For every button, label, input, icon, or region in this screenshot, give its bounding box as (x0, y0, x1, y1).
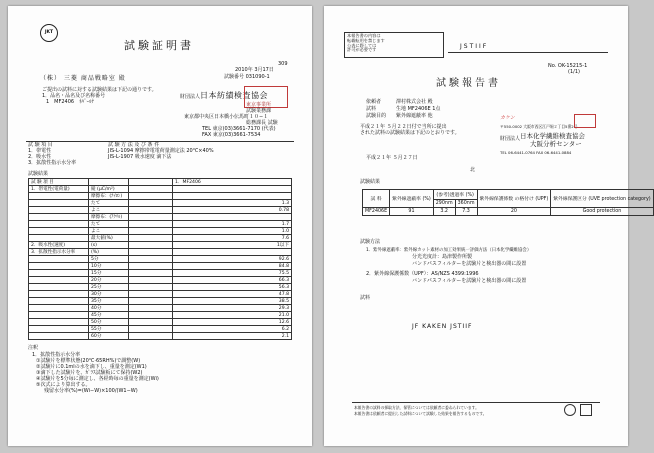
table-cell: 摩擦布：(ﾅｲﾛﾝ) (89, 193, 129, 200)
table-cell (129, 193, 173, 200)
table-cell: 最大値(%) (89, 235, 129, 242)
table-row (29, 284, 292, 291)
note-line: ②試験片に0.1mlの水を滴下し、重量を測定(W1) (36, 364, 147, 370)
table-cell (29, 305, 89, 312)
table-cell: 50分 (89, 319, 129, 326)
method-item: 2．吸水性 (28, 154, 52, 160)
table-header-cell: 試 料 (363, 190, 390, 208)
table-cell (129, 256, 173, 263)
table-cell: 20分 (89, 277, 129, 284)
notice-line: 公表に際しては (347, 42, 377, 48)
issue-date: 2010年 3月17日 (235, 67, 274, 73)
table-cell (129, 305, 173, 312)
organization-branch: 大阪分析センター (530, 140, 582, 148)
methods-header-item: 試 験 項 目 (28, 142, 53, 148)
table-row (29, 312, 292, 319)
table-cell (129, 326, 173, 333)
results-title: 試験結果 (28, 171, 49, 177)
notice-line: 許可が必要です (347, 47, 377, 53)
table-cell (129, 291, 173, 298)
org-fax: FAX 東京(03)3661-7534 (202, 132, 261, 138)
table-cell (129, 214, 173, 221)
document-number: No. OK-15215-1 (548, 63, 588, 69)
table-cell: 56.3 (173, 284, 292, 291)
report-date: 平成２１年 ５月２７日 (366, 155, 418, 161)
table-cell (29, 298, 89, 305)
intro-text: された試料の試験結果は下記のとおりです。 (360, 130, 460, 136)
table-cell (29, 270, 89, 277)
method-title: 試験方法 (360, 239, 381, 245)
table-cell: 38.5 (173, 298, 292, 305)
note-line: 残留水分率(%)=(Wi−W)×100/(W1−W) (44, 388, 138, 394)
table-cell (129, 284, 173, 291)
purpose-label: 試験目的 (366, 113, 387, 119)
table-cell (129, 200, 173, 207)
table-cell (129, 228, 173, 235)
table-row (29, 277, 292, 284)
table-row (29, 214, 292, 221)
table-cell (129, 207, 173, 214)
table-header-row (363, 190, 654, 200)
table-cell (29, 228, 89, 235)
org-logo-icon: JKT (40, 24, 58, 42)
table-row (363, 208, 654, 216)
table-cell: Good protection (551, 208, 653, 216)
intro-text: ご提出の試料に対する試験結果は下記の通りです。 (42, 87, 157, 93)
results-table (28, 178, 292, 340)
note-line: 1．拡散性指示水分率 (32, 352, 81, 358)
organization-type: 財団法人 (500, 136, 521, 142)
table-cell (29, 277, 89, 284)
table-cell (29, 214, 89, 221)
table-header-cell: 紫外線保護区分 (UVE protection category) (551, 190, 653, 208)
table-row (29, 326, 292, 333)
table-row (29, 270, 292, 277)
sample-title: 試料 (360, 295, 371, 301)
table-cell (173, 214, 292, 221)
header-label: JSTIIF (460, 43, 489, 50)
org-address: 東京都中央区日本橋小伝馬町１０−１ (184, 114, 269, 120)
table-cell: 47.8 (173, 291, 292, 298)
table-cell: 2．吸水性(速度) (29, 242, 89, 249)
table-header-cell: (参考)透過率 (%) (433, 190, 477, 200)
table-cell: 84.8 (173, 263, 292, 270)
header-rule (448, 52, 608, 53)
table-cell (129, 221, 173, 228)
footer-note: 本報告書の試料の採取方法、保管については依頼者に委ねられています。 (354, 405, 479, 410)
table-cell: 15分 (89, 270, 129, 277)
footer-note: 本報告書は依頼者に提出した試料について試験した結果を報告するものです。 (354, 411, 487, 416)
branch-name: 東京事業所 (246, 102, 272, 108)
results-title: 試験結果 (360, 179, 381, 185)
table-cell (173, 249, 292, 256)
table-cell: 10分 (89, 263, 129, 270)
method-item: 3．拡散性指示水分率 (28, 160, 77, 166)
client-value: 澤村株式会社 殿 (396, 99, 433, 105)
table-cell: 1以下 (173, 242, 292, 249)
notice-line: 転載転用を禁じます (347, 37, 385, 43)
department-name: 試験業務課 (246, 108, 272, 114)
org-telephone: TEL 06-6441-0764 FAX 06-6441-0884 (500, 150, 572, 155)
table-cell (29, 207, 89, 214)
table-cell (29, 319, 89, 326)
table-cell (29, 256, 89, 263)
table-cell (29, 284, 89, 291)
table-cell (129, 235, 173, 242)
table-cell (129, 242, 173, 249)
sample-item: 1 MF2406 ﾈﾊﾟｰﾙﾅ (46, 99, 95, 105)
note-line: ⑤次式により算出する。 (36, 382, 91, 388)
table-row (29, 186, 292, 193)
notice-box (344, 32, 444, 58)
org-telephone: TEL 東京(03)3661-7170 (代表) (202, 126, 276, 132)
organization-type: 財団法人 (180, 94, 201, 100)
table-cell: 66.3 (173, 277, 292, 284)
sample-heading: 1．品名・品名及び名称番号 (42, 93, 106, 99)
table-row (29, 256, 292, 263)
table-cell (29, 333, 89, 340)
table-cell: 2.1 (173, 333, 292, 340)
certificate-page (8, 6, 312, 446)
table-cell: 91 (390, 208, 434, 216)
table-cell: 20 (477, 208, 551, 216)
org-manager: 総務課長 試験 (246, 120, 278, 126)
table-header-cell: 試 験 項 目 (29, 179, 89, 186)
method-description: JIS-L-1907 吸水速度 滴下法 (108, 154, 172, 160)
table-cell: 40分 (89, 305, 129, 312)
table-row (29, 319, 292, 326)
table-row (29, 333, 292, 340)
method-line: 1．紫外線遮蔽率：紫外線カット素材の加工効果統一評価方法（日本化学繊維協会） (366, 248, 532, 253)
table-cell (29, 235, 89, 242)
table-row (29, 193, 292, 200)
table-row (29, 207, 292, 214)
sample-value: 生地 MF2406E 1点 (396, 106, 441, 112)
certificate-number: 試験番号 031090-1 (224, 74, 270, 80)
table-row (29, 291, 292, 298)
table-cell: たて (89, 200, 129, 207)
certification-mark-icon (564, 404, 576, 416)
org-address: 〒550-0002 大阪市西区江戸堀２丁目5番2号 (500, 124, 578, 129)
table-cell (29, 193, 89, 200)
page-title: 試験証明書 (124, 39, 194, 52)
table-row (29, 228, 292, 235)
table-cell (29, 221, 89, 228)
table-cell: (%) (89, 249, 129, 256)
table-cell (29, 263, 89, 270)
table-cell (29, 200, 89, 207)
notice-line: 本報告書の内容は (347, 33, 381, 38)
intro-text: 平成２１年 ５月２２日付で当所に提出 (360, 124, 447, 130)
org-tag: カケン (500, 115, 515, 121)
table-header-row (29, 179, 292, 186)
table-cell: 1．帯電性(電荷量) (29, 186, 89, 193)
table-row (29, 298, 292, 305)
table-header-cell (89, 179, 129, 186)
table-cell (129, 312, 173, 319)
table-header-cell: 紫外線保護係数 の格付け (UPF) (477, 190, 551, 208)
division-marker: 北 (470, 167, 476, 173)
table-cell: 25分 (89, 284, 129, 291)
purpose-value: 紫外線遮蔽率 他 (396, 113, 433, 119)
table-cell: 21.0 (173, 312, 292, 319)
method-item: 1．帯電性 (28, 148, 52, 154)
org-seal-stamp (574, 114, 596, 128)
table-cell: 45分 (89, 312, 129, 319)
results-table (362, 189, 654, 216)
table-cell: よこ (89, 228, 129, 235)
method-line: バンドパスフィルターを試験片と検出器の間に設置 (412, 278, 527, 284)
table-cell: 29.3 (173, 305, 292, 312)
table-row (29, 200, 292, 207)
organization-name: 日本化学繊維検査協会 (520, 132, 585, 140)
table-cell: 60分 (89, 333, 129, 340)
footer-rule (352, 402, 600, 403)
table-cell (29, 312, 89, 319)
sample-footer-label: JF KAKEN JSTIIF (412, 323, 473, 330)
table-row (29, 249, 292, 256)
table-cell: 6.2 (173, 326, 292, 333)
table-cell: 3.2 (433, 208, 455, 216)
table-cell (29, 291, 89, 298)
table-cell: 12.6 (173, 319, 292, 326)
table-cell: 縦 (μC/m²) (89, 186, 129, 193)
table-cell: 35分 (89, 298, 129, 305)
table-cell: 75.5 (173, 270, 292, 277)
table-cell (129, 333, 173, 340)
table-cell: 3．拡散性指示水分率 (29, 249, 89, 256)
table-cell (129, 270, 173, 277)
client-label: 依頼者 (366, 99, 382, 105)
note-line: ④試験片を5分毎に測定し、各経時毎の重量を測定(Wi) (36, 376, 159, 382)
sample-label: 試料 (366, 106, 377, 112)
table-cell: 5分 (89, 256, 129, 263)
table-header-cell: 紫外線遮蔽率 (%) (390, 190, 434, 208)
page-title: 試験報告書 (436, 78, 501, 89)
accreditation-mark-icon (580, 404, 592, 416)
table-cell (129, 277, 173, 284)
table-row (29, 305, 292, 312)
table-cell: よこ (89, 207, 129, 214)
table-cell (129, 249, 173, 256)
table-cell: 55分 (89, 326, 129, 333)
methods-header-method: 試 験 方 法 及 び 条 件 (108, 142, 160, 148)
table-cell: MF2406E (363, 208, 390, 216)
table-cell: たて (89, 221, 129, 228)
table-cell (29, 326, 89, 333)
table-cell: 1.0 (173, 228, 292, 235)
table-cell (129, 263, 173, 270)
table-cell: (s) (89, 242, 129, 249)
organization-name: 日本紡績検査協会 (200, 91, 268, 100)
table-header-cell: 1．MF2406 (173, 179, 292, 186)
table-row (29, 221, 292, 228)
method-description: JIS-L-1094 摩擦帯電電荷量測定法 20℃×40% (108, 148, 214, 154)
page-indicator: (1/1) (568, 69, 580, 75)
table-row (29, 242, 292, 249)
table-cell: 摩擦布：(ｱｸﾘﾙ) (89, 214, 129, 221)
table-cell (129, 298, 173, 305)
table-cell: 92.6 (173, 256, 292, 263)
table-cell: 7.3 (455, 208, 477, 216)
method-line: 2．紫外線保護係数（UPF）：AS/NZS 4399:1996 (366, 271, 479, 277)
notes-title: 注釈 (28, 345, 39, 351)
table-row (29, 263, 292, 270)
table-cell (173, 186, 292, 193)
table-header-cell: 290nm (433, 200, 455, 208)
table-cell (129, 186, 173, 193)
note-line: ①試験片を標準状態(20℃·65RH%)で調整(W) (36, 358, 141, 364)
note-line: ③滴下した試験片を、ｶﾞﾗｽ試験板にて保持(W2) (36, 370, 143, 376)
report-page (324, 6, 651, 446)
table-cell: 30分 (89, 291, 129, 298)
client-name: （株） 三菱 商品戦略室 殿 (40, 75, 126, 82)
table-cell: 1.7 (173, 221, 292, 228)
table-header-cell (129, 179, 173, 186)
table-cell (129, 319, 173, 326)
method-line: 分光光度計：島津製作所製 (412, 254, 473, 260)
table-row (29, 235, 292, 242)
table-cell: 0.78 (173, 207, 292, 214)
table-cell: 1.3 (173, 200, 292, 207)
table-header-cell: 360nm (455, 200, 477, 208)
divider (26, 141, 294, 142)
table-cell: 7.6 (173, 235, 292, 242)
table-cell (173, 193, 292, 200)
document-number: 309 (278, 61, 288, 67)
method-line: バンドパスフィルターを試験片と検出器の間に設置 (412, 261, 527, 267)
